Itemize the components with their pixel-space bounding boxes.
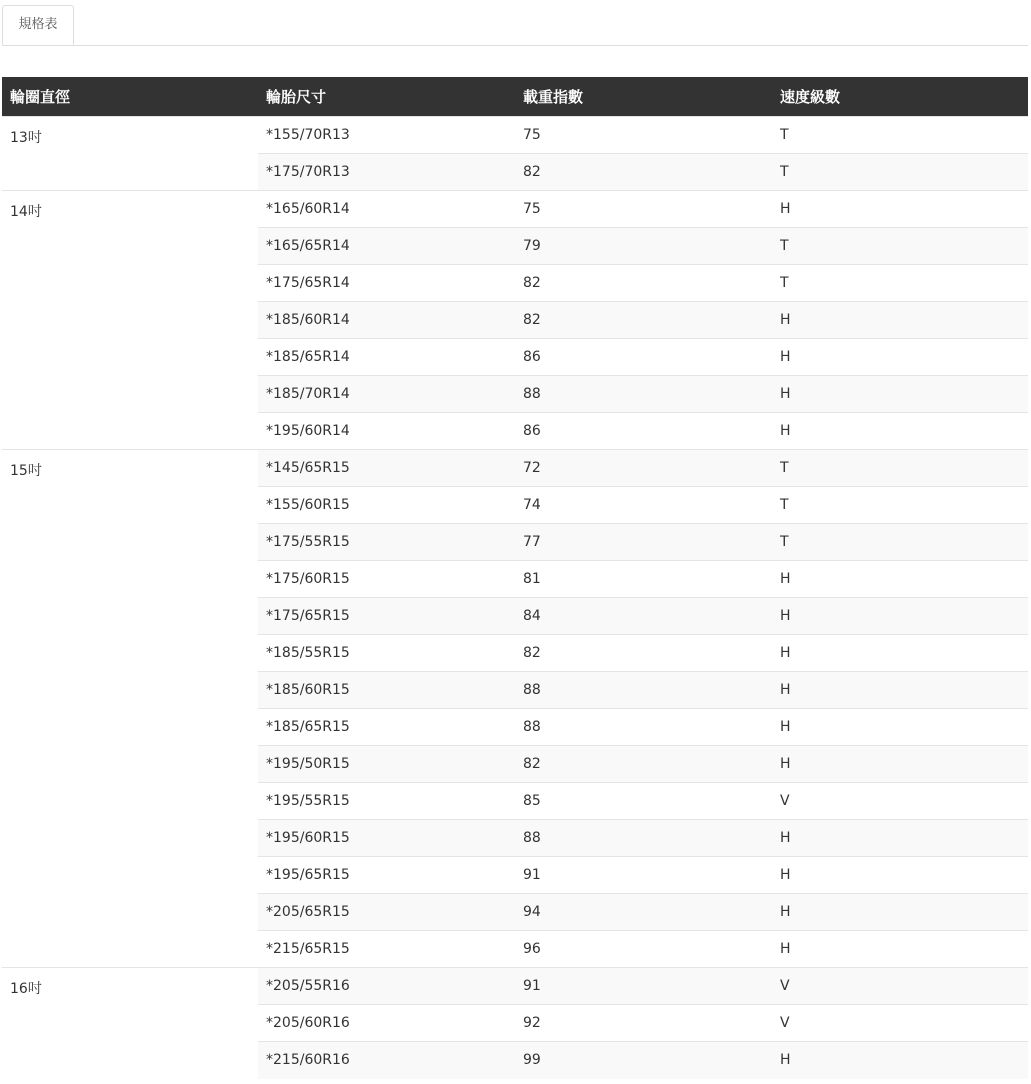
speed-rating-cell: H xyxy=(772,561,1028,598)
speed-rating-cell: V xyxy=(772,1005,1028,1042)
tire-size-cell: *185/60R14 xyxy=(258,302,515,339)
load-index-cell: 82 xyxy=(515,302,772,339)
load-index-cell: 75 xyxy=(515,117,772,154)
load-index-cell: 86 xyxy=(515,413,772,450)
speed-rating-cell: H xyxy=(772,672,1028,709)
load-index-cell: 79 xyxy=(515,228,772,265)
speed-rating-cell: H xyxy=(772,598,1028,635)
table-row xyxy=(2,191,1028,228)
table-row xyxy=(2,117,1028,154)
tab-spec-table[interactable]: 規格表 xyxy=(2,5,74,45)
load-index-cell: 74 xyxy=(515,487,772,524)
load-index-cell: 92 xyxy=(515,1005,772,1042)
speed-rating-cell: H xyxy=(772,635,1028,672)
speed-rating-cell: H xyxy=(772,413,1028,450)
speed-rating-cell: H xyxy=(772,339,1028,376)
load-index-cell: 88 xyxy=(515,820,772,857)
tire-size-cell: *185/60R15 xyxy=(258,672,515,709)
header-tire-size: 輪胎尺寸 xyxy=(258,77,515,117)
tire-size-cell: *185/65R14 xyxy=(258,339,515,376)
load-index-cell: 81 xyxy=(515,561,772,598)
load-index-cell: 86 xyxy=(515,339,772,376)
table-body xyxy=(2,117,1028,1079)
speed-rating-cell: T xyxy=(772,487,1028,524)
load-index-cell: 77 xyxy=(515,524,772,561)
tire-size-cell: *155/70R13 xyxy=(258,117,515,154)
load-index-cell: 91 xyxy=(515,857,772,894)
load-index-cell: 75 xyxy=(515,191,772,228)
header-row xyxy=(2,77,1028,117)
speed-rating-cell: T xyxy=(772,265,1028,302)
speed-rating-cell: T xyxy=(772,228,1028,265)
speed-rating-cell: H xyxy=(772,709,1028,746)
rim-diameter-cell: 16吋 xyxy=(2,968,258,1079)
tire-size-cell: *145/65R15 xyxy=(258,450,515,487)
tire-size-cell: *165/60R14 xyxy=(258,191,515,228)
tire-size-cell: *185/65R15 xyxy=(258,709,515,746)
tire-size-cell: *175/65R15 xyxy=(258,598,515,635)
speed-rating-cell: V xyxy=(772,783,1028,820)
tire-size-cell: *175/55R15 xyxy=(258,524,515,561)
rim-diameter-cell: 14吋 xyxy=(2,191,258,450)
header-speed-rating: 速度級數 xyxy=(772,77,1028,117)
header-load-index: 載重指數 xyxy=(515,77,772,117)
tire-size-cell: *185/55R15 xyxy=(258,635,515,672)
load-index-cell: 84 xyxy=(515,598,772,635)
speed-rating-cell: H xyxy=(772,376,1028,413)
load-index-cell: 82 xyxy=(515,265,772,302)
speed-rating-cell: H xyxy=(772,820,1028,857)
rim-diameter-cell: 13吋 xyxy=(2,117,258,191)
table-row xyxy=(2,450,1028,487)
load-index-cell: 88 xyxy=(515,376,772,413)
load-index-cell: 72 xyxy=(515,450,772,487)
speed-rating-cell: T xyxy=(772,154,1028,191)
speed-rating-cell: H xyxy=(772,857,1028,894)
rim-diameter-cell: 15吋 xyxy=(2,450,258,968)
speed-rating-cell: V xyxy=(772,968,1028,1005)
load-index-cell: 88 xyxy=(515,672,772,709)
load-index-cell: 82 xyxy=(515,635,772,672)
table-header xyxy=(2,77,1028,117)
tire-size-cell: *215/65R15 xyxy=(258,931,515,968)
header-rim-diameter: 輪圈直徑 xyxy=(2,77,258,117)
table-row xyxy=(2,968,1028,1005)
tire-size-cell: *175/70R13 xyxy=(258,154,515,191)
tire-size-cell: *195/60R15 xyxy=(258,820,515,857)
speed-rating-cell: H xyxy=(772,894,1028,931)
speed-rating-cell: T xyxy=(772,117,1028,154)
tire-size-cell: *205/60R16 xyxy=(258,1005,515,1042)
load-index-cell: 99 xyxy=(515,1042,772,1079)
tire-size-cell: *195/65R15 xyxy=(258,857,515,894)
load-index-cell: 85 xyxy=(515,783,772,820)
tire-size-cell: *205/55R16 xyxy=(258,968,515,1005)
tire-size-cell: *195/55R15 xyxy=(258,783,515,820)
tire-size-cell: *205/65R15 xyxy=(258,894,515,931)
tire-size-cell: *165/65R14 xyxy=(258,228,515,265)
tire-size-cell: *175/65R14 xyxy=(258,265,515,302)
load-index-cell: 94 xyxy=(515,894,772,931)
tire-size-cell: *155/60R15 xyxy=(258,487,515,524)
load-index-cell: 82 xyxy=(515,746,772,783)
tire-size-cell: *195/50R15 xyxy=(258,746,515,783)
tire-size-cell: *215/60R16 xyxy=(258,1042,515,1079)
tire-size-cell: *195/60R14 xyxy=(258,413,515,450)
speed-rating-cell: T xyxy=(772,450,1028,487)
tire-size-cell: *185/70R14 xyxy=(258,376,515,413)
speed-rating-cell: H xyxy=(772,746,1028,783)
load-index-cell: 91 xyxy=(515,968,772,1005)
speed-rating-cell: H xyxy=(772,1042,1028,1079)
load-index-cell: 96 xyxy=(515,931,772,968)
load-index-cell: 88 xyxy=(515,709,772,746)
speed-rating-cell: T xyxy=(772,524,1028,561)
speed-rating-cell: H xyxy=(772,302,1028,339)
tab-bar xyxy=(2,0,1028,46)
spec-table xyxy=(2,77,1028,1079)
speed-rating-cell: H xyxy=(772,191,1028,228)
load-index-cell: 82 xyxy=(515,154,772,191)
tire-size-cell: *175/60R15 xyxy=(258,561,515,598)
speed-rating-cell: H xyxy=(772,931,1028,968)
